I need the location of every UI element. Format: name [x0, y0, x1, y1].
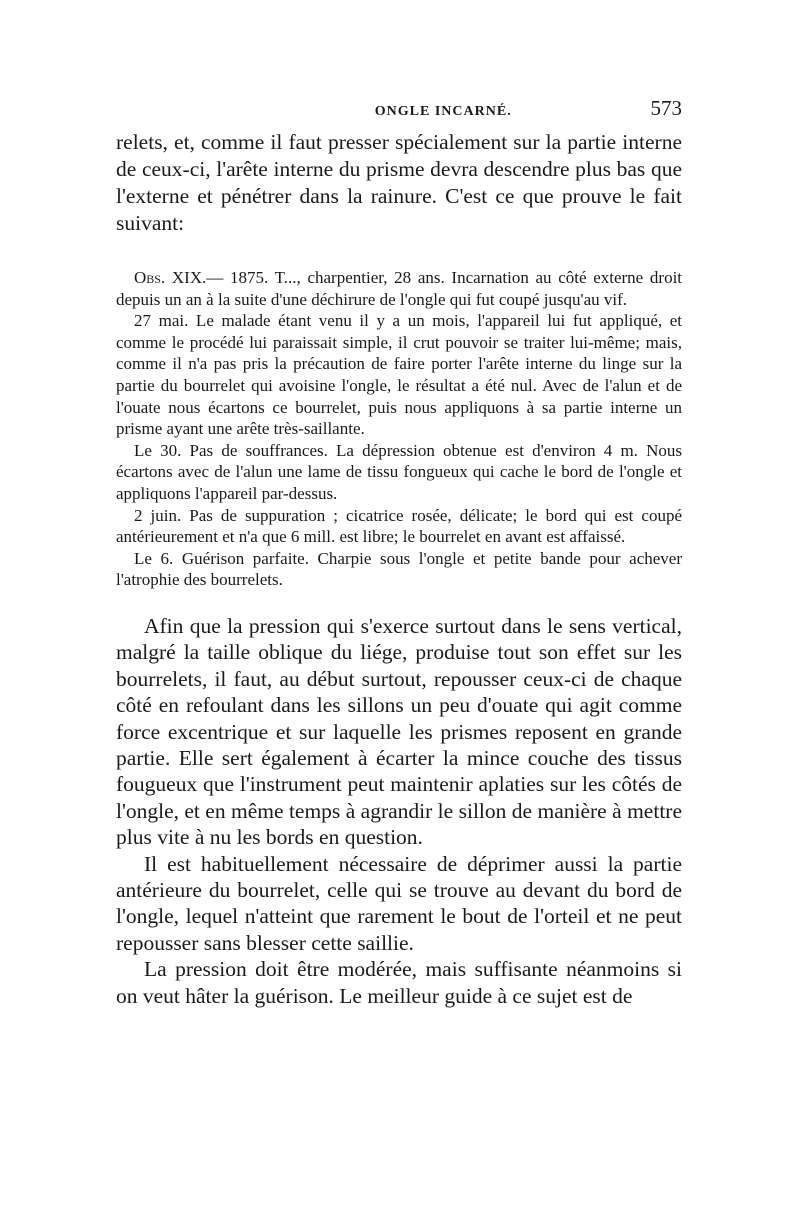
observation-paragraph-3: Le 30. Pas de souffrances. La dépression obtenue est d'environ 4 m. Nous écartons avec de l'alun une lame de tissu fongueux qui cache le bord de l'ongle et appliquons l'appareil par-dessus.	[116, 440, 682, 503]
observation-block	[116, 267, 682, 591]
page-number: 573	[650, 96, 682, 120]
observation-paragraph-2: 27 mai. Le malade étant venu il y a un mois, l'appareil lui fut appliqué, et comme le procédé lui paraissait simple, il crut pouvoir se traiter lui-même; mais, comme il n'a pas pris la précaution de faire porter l'arête interne du linge sur la partie du bourrelet qui avoisine l'ongle, le résultat a été nul. Avec de l'alun et de l'ouate nous écartons ce bourrelet, puis nous appliquons à sa partie interne un prisme ayant une arête très-saillante.	[116, 311, 682, 439]
intro-paragraph: relets, et, comme il faut presser spécialement sur la partie interne de ceux-ci, l'arête interne du prisme devra descendre plus bas que l'externe et pénétrer dans la rainure. C'est ce que prouve le fait suivant:	[116, 130, 682, 235]
main-text	[116, 613, 682, 1009]
main-paragraph-1: Afin que la pression qui s'exerce surtout dans le sens vertical, malgré la taille oblique du liége, produise tout son effet sur les bourrelets, il faut, au début surtout, repousser ceux-ci de chaque côté en refoulant dans les sillons un peu d'ouate qui agit comme force excentrique et sur laquelle les prismes reposent en grande partie. Elle sert également à écarter la mince couche des tissus fougueux que l'instrument peut maintenir aplaties sur les côtés de l'ongle, et en même temps à agrandir le sillon de manière à mettre plus vite à nu les bords en question.	[116, 613, 682, 850]
intro-text	[116, 129, 682, 237]
main-paragraph-2: Il est habituellement nécessaire de déprimer aussi la partie antérieure du bourrelet, celle qui se trouve au devant du bord de l'ongle, lequel n'atteint que rarement le bout de l'orteil et ne peut repousser sans blesser cette saillie.	[116, 851, 682, 955]
main-paragraph-3: La pression doit être modérée, mais suffisante néanmoins si on veut hâter la guérison. Le meilleur guide à ce sujet est de	[116, 957, 682, 1008]
observation-paragraph-5: Le 6. Guérison parfaite. Charpie sous l'ongle et petite bande pour achever l'atrophie des bourrelets.	[116, 548, 682, 590]
observation-paragraph-1	[116, 267, 682, 310]
observation-paragraph-4: 2 juin. Pas de suppuration ; cicatrice rosée, délicate; le bord qui est coupé antérieurement et n'a que 6 mill. est libre; le bourrelet en avant est affaissé.	[116, 505, 682, 547]
running-head: ONGLE INCARNÉ.	[374, 104, 512, 119]
page-header	[116, 96, 682, 121]
observation-label: Obs. XIX.	[134, 268, 207, 287]
observation-text-1: — 1875. T..., charpentier, 28 ans. Incarnation au côté externe droit depuis un an à la suite d'une déchirure de l'ongle qui fut coupé jusqu'au vif.	[116, 268, 683, 309]
